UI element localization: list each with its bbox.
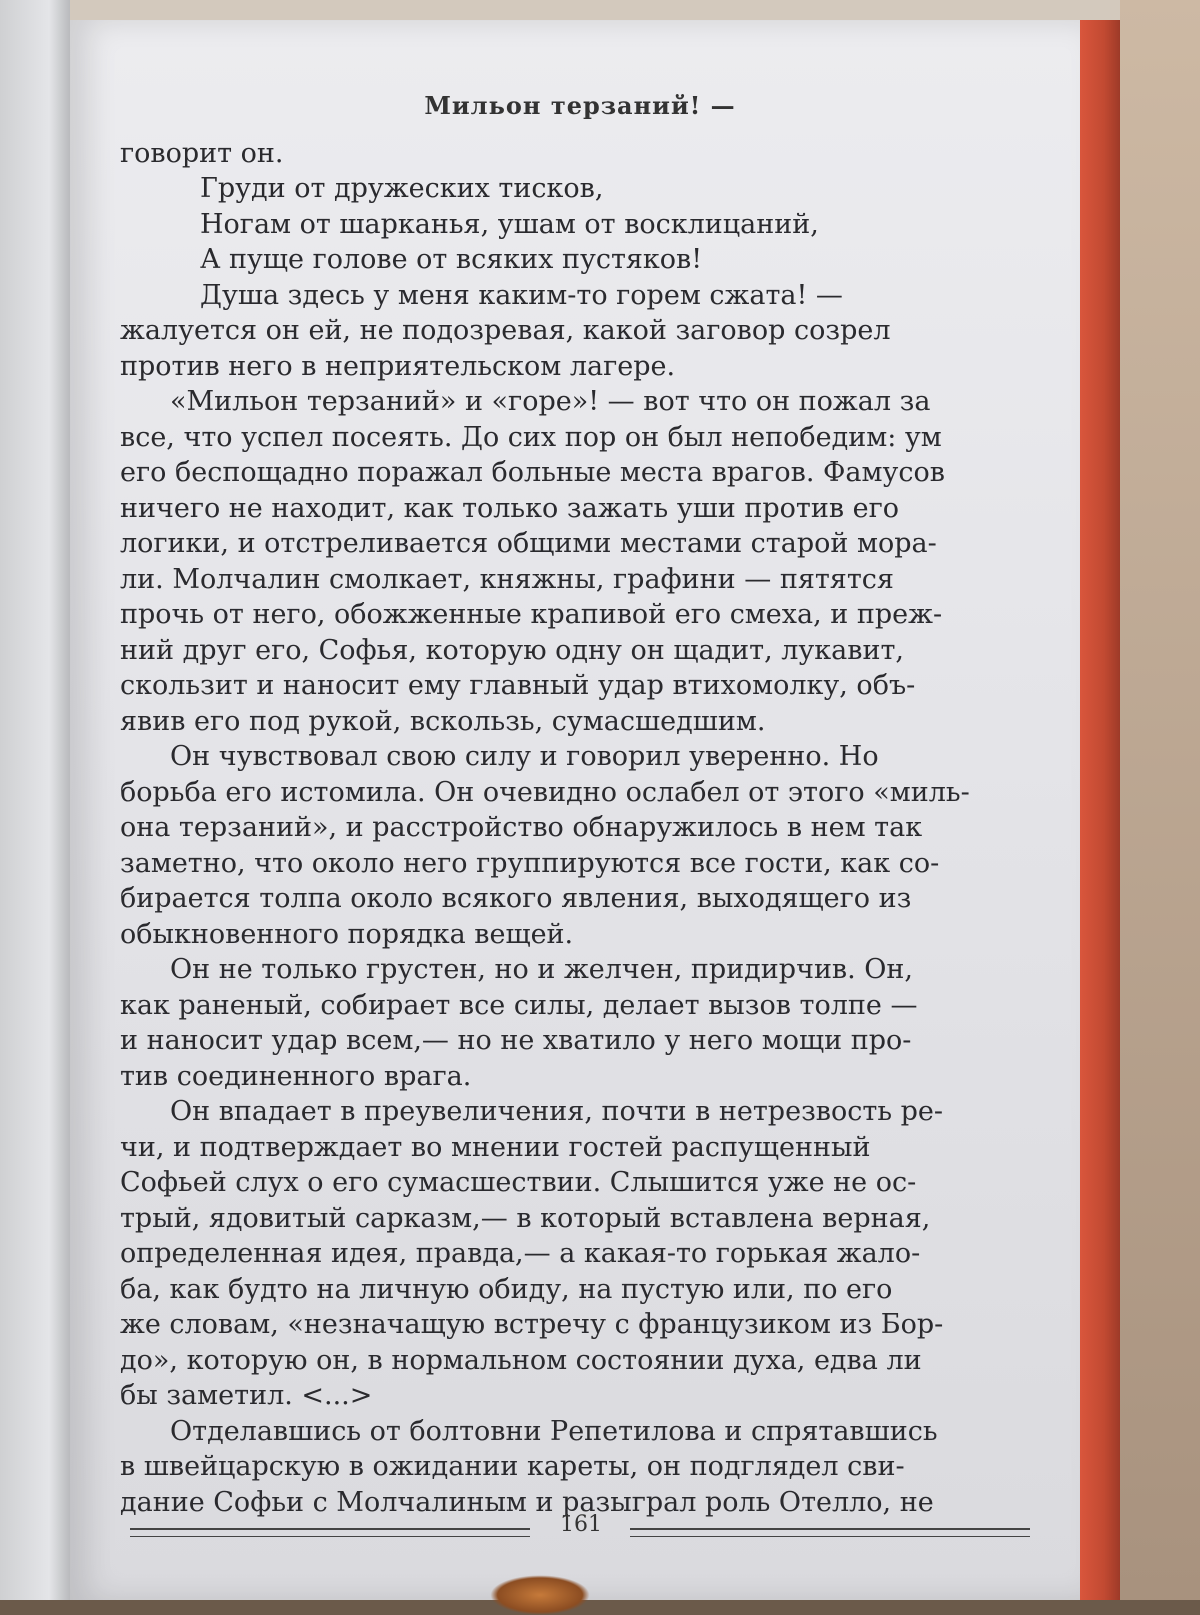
verse-line: Груди от дружеских тисков, (200, 173, 604, 204)
text-line: ничего не находит, как только зажать уши против его (120, 492, 900, 524)
page-content (120, 88, 1040, 1520)
text-line: скользит и наносит ему главный удар втихомолку, объ- (120, 670, 916, 701)
text-line: заметно, что около него группируются все гости, как со- (120, 847, 940, 879)
text-line: же словам, «незначащую встречу с французиком из Бор- (120, 1309, 944, 1340)
text-line: тив соединенного врага. (120, 1060, 472, 1092)
text-line: борьба его истомила. Он очевидно ослабел от этого «миль- (120, 776, 970, 808)
text-line: чи, и подтверждает во мнении гостей распущенный (120, 1131, 871, 1163)
text-line: определенная идея, правда,— а какая-то горькая жало- (120, 1238, 921, 1269)
text-line: жалуется он ей, не подозревая, какой заговор созрел (120, 315, 891, 346)
text-line: до», которую он, в нормальном состоянии духа, едва ли (120, 1344, 922, 1376)
background-top (70, 0, 1200, 20)
book-cover-edge (1080, 20, 1120, 1600)
text-line: она терзаний», и расстройство обнаружилось в нем так (120, 812, 923, 843)
running-header: Мильон терзаний! — (424, 91, 736, 120)
page-footer (130, 1510, 1030, 1550)
finger-shadow (490, 1575, 590, 1615)
text-line: говорит он. (120, 137, 284, 169)
verse-line: Ногам от шарканья, ушам от восклицаний, (200, 208, 819, 240)
text-line: трый, ядовитый сарказм,— в который вставлена верная, (120, 1202, 931, 1234)
text-line: ний друг его, Софья, которую одну он щадит, лукавит, (120, 634, 904, 666)
text-line: как раненый, собирает все силы, делает вызов толпе — (120, 989, 918, 1021)
footer-rule-left (130, 1528, 530, 1537)
text-body (120, 136, 1040, 1521)
text-line: логики, и отстреливается общими местами старой мора- (120, 528, 937, 559)
text-line: обыкновенного порядка вещей. (120, 918, 574, 950)
text-line: Он не только грустен, но и желчен, придирчив. Он, (170, 954, 914, 985)
text-line: бы заметил. <...> (120, 1380, 373, 1411)
text-line: в швейцарскую в ожидании кареты, он подглядел сви- (120, 1451, 905, 1482)
text-line: ба, как будто на личную обиду, на пустую или, по его (120, 1273, 893, 1305)
verse-line: А пуще голове от всяких пустяков! (200, 244, 703, 275)
text-line: Он впадает в преувеличения, почти в нетрезвость ре- (170, 1096, 943, 1127)
text-line: явив его под рукой, вскользь, сумасшедшим. (120, 705, 766, 737)
text-line: «Мильон терзаний» и «горе»! — вот что он пожал за (170, 386, 931, 417)
page-number: 161 (560, 1512, 602, 1537)
text-line: Софьей слух о его сумасшествии. Слышится уже не ос- (120, 1167, 917, 1198)
text-line: и наносит удар всем,— но не хватило у него мощи про- (120, 1025, 912, 1056)
text-line: Отделавшись от болтовни Репетилова и спрятавшись (170, 1415, 938, 1447)
text-line: бирается толпа около всякого явления, выходящего из (120, 883, 912, 914)
verse-line: Душа здесь у меня каким-то горем сжата! — (200, 279, 843, 311)
text-line: Он чувствовал свою силу и говорил уверенно. Но (170, 741, 879, 772)
background-right (1120, 0, 1200, 1600)
text-line: прочь от него, обожженные крапивой его смеха, и преж- (120, 599, 943, 630)
text-line: все, что успел посеять. До сих пор он был непобедим: ум (120, 421, 942, 453)
footer-rule-right (630, 1528, 1030, 1537)
left-page-edge (0, 0, 70, 1600)
text-line: ли. Молчалин смолкает, княжны, графини — пятятся (120, 563, 894, 595)
text-line: против него в неприятельском лагере. (120, 350, 676, 382)
text-line: дание Софьи с Молчалиным и разыграл роль Отелло, не (120, 1486, 934, 1518)
text-line: его беспощадно поражал больные места врагов. Фамусов (120, 457, 945, 488)
